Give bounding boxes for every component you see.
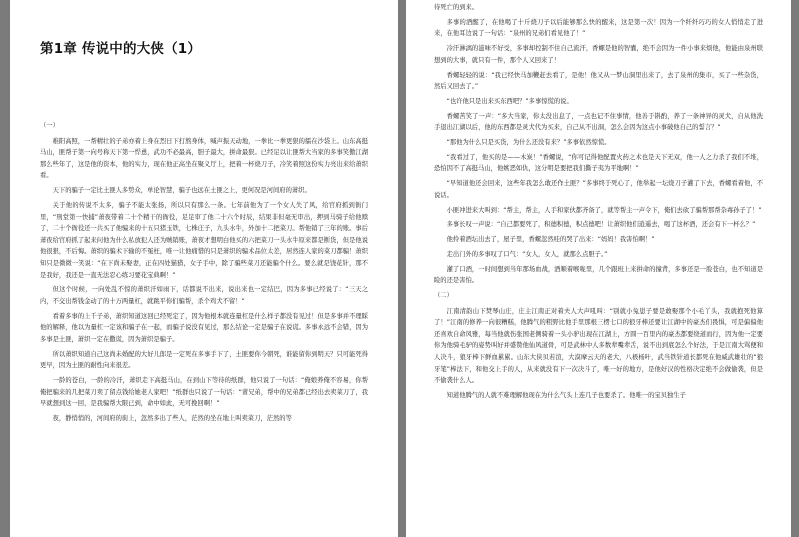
paragraph: 所以萧织知道自己这尚未婚配的大好儿郎是一定死在多事手下了，土匪要你今朝死，谁能留你到明天？只可能死得更早，因为土匪的耐性向来很差。	[40, 350, 368, 370]
right-page-body	[406, 2, 791, 405]
paragraph: 香螺轻轻的说：“我已经快马加鞭赶去看了，是他！他又从一梦山洞里出来了，去了泉州的集市，买了一些杂货，然后又回去了。”	[434, 71, 763, 91]
chapter-title: 第1章 传说中的大侠（1）	[40, 41, 202, 57]
paragraph: “也许他只是出来买东西吧？”多事惊慌的说。	[446, 97, 573, 105]
section-mark: （二）	[434, 292, 453, 300]
paragraph: 香螺苦笑了一声：“多大当家，你太没出息了，一点也记不住事情，他善于斟酌，养了一条神异的灵犬，自从他洗手退出江湖以后，他的东西都是灵犬代为买来，自己从不出洞，怎么会因为这点小事破他自己的誓言？”	[434, 112, 763, 132]
paragraph: 知道他腾气的人就不难理解他现在为什么气头上连几子也要杀了。他唯一的宝贝独生子	[446, 392, 686, 400]
paragraph: 稚阳高照，一帮精壮的子弟亦着上身在烈日下打熬身体，喊声振天动地，一拳比一拳更狠的擂在沙袋上。山东高挺马山，匪帮子第一向号称天下第一悍恿，武功不必最高，胆子最大，拼命最狠。已经足以让匪帮大当家的多事笑傲江湖那么些年了，这是他的资本，他的实力，现在他正高坐在聚义厅上，把着一杯烧刀子，冷笑着照这份实力亮出来给萧织看。	[40, 137, 368, 180]
paragraph: 但这个时候，一向处乱不惊的萧织汗如雨下，话都说不出来，说出来也一定结巴，因为多事已经说了：“三天之内，不交出帮钱金动了的十万两量杠，就跳平你们骗帮，杀个鸡犬不留！”	[40, 286, 368, 305]
paragraph: 江南清韵山下焚琴山庄，庄主江南正对着夫人大声吼叫：“别就小兔崽子要是敢娶那个小毛丫头，我就抱死他算了！”江南的修养一向很糟糕，他腾气的粗野比他手里那根三楞七口的狼牙棒还要让江湖中的豪杰们畏惧，可是偏偏他还喜欢自命风雅，每当他就伤张国老侧骑着一头小驴出现在江湖上，方圆一百里内的豪杰都要绕道而行，因为他一定要你为他骑毛驴的姿势叫好并盛赞他仙风道骨，可是武林中人多数辈嘴辈舌，说不出到底怎么个好法，于是江南大骂便和人决斗，狼牙棒下鲜血累累。山东大侠贝若渲，大漠摩云天的老大，八极杨叶，武当铁针道长都死在他威武雄壮的“狼牙笔”棒法下，和他交上手的人，从来就没有下一次决斗了，唯一好的地方，是他好汉的性格决定绝不会做偷袭，但是不偷袭什么人。	[434, 307, 763, 385]
paragraph: 多事的酒醒了，在他喝了十斤烧刀子以后能够那么快的醒来，这是第一次！因为一个纤纤巧巧的女人悄悄走了进来，在他耳边说了一句话：“泉州的兄弟们看见他了！”	[434, 18, 763, 38]
paragraph: “我看过了，他买的是——木炭！”香螺说，“你可记得他配置火药之术也是天下无双，他一人之力杀了我们不堆，恐怕因不了高挺马山，他嫉恶如仇，这分明是要把我们撕子夷为平地啊！”	[434, 153, 763, 173]
paragraph: 他拎着酒坛出去了，屋子里，香螺忽然哇的哭了出来：“妈妈！我害怕啊！”	[446, 236, 655, 244]
left-document-page	[10, 0, 398, 537]
paragraph: 看着多事的上千子弟，萧织知道这回已经死定了，因为他根本就连量杠是什么样子都没有见过！但是多事并不理睬他的解释，他以为量杠一定该和骗子在一起，而骗子说没有见过，那么结论一定是骗子在说谎。多事永远不会错，因为多事是土匪，萧织一定在撒谎，因为萧织是骗子。	[40, 312, 368, 343]
paragraph: 多事长叹一声说：“自己都要死了，积德积德，积点德吧！让萧织他们逍遥去，喝了这杯酒，还会有下一杯么？”	[446, 221, 756, 229]
paragraph: 天下的骗子一定比土匪人多势众，单论智慧，骗子也远在土匪之上，更何况是河间府的萧织。	[52, 187, 311, 195]
paragraph: 夜，静悄悄的，河间府的街上，忽然多出了些人，茫然的坐在地上叫卖菜刀，茫然的等	[52, 414, 292, 422]
right-document-page	[406, 0, 791, 537]
paragraph: “早知道他还会回来，这些年我怎么敢还作土匪？”多事终于死心了，他举起一坛烧刀子灌了下去，香螺看着他，不说话。	[434, 180, 763, 199]
paragraph: 冷汗淋漓的滋味不好受，多事却控制不住自己流汗，香螺是他的智囊，绝不会因为一件小事来烦他，他能由泉州联想到的大事，就只有一件，那个人又回来了！	[434, 45, 763, 64]
section-mark: （一）	[40, 122, 59, 129]
paragraph: 待死亡的到来。	[434, 4, 479, 11]
left-page-body	[10, 120, 398, 428]
paragraph: “那他为什么只是买货，为什么还没有来？”多事依然惊慌。	[446, 139, 611, 147]
paragraph: 一龄的苍白，一龄的冷汗，萧织走下高挺马山，在到山下等待的纸群，他只说了一句话：“俺娘养俺不容易，你帮俺把骗来的几把菜刀卖了留点钱给她老人家吧！”纸群也只说了一句话：“莆兄弟，帮中的兄弟都已经出去卖菜刀了，我早就想到这一回，是我骗帮大限已到，命中如此，无可挽回啊！”	[40, 377, 368, 408]
paragraph: 灌了口酒，一时间想到当年那场血战，酒顺着喉咙里，几个跟班上来拼命的撞背，多事还是一脸苍白，也不知道是睑的还是害怕。	[434, 265, 763, 285]
paragraph: 小匪冲进来大叫到：“帮主，帮主，人手和家伙都齐备了，就等帮主一声令下，俺们去砍了骗帮那帮杂毒孙子了！”	[446, 206, 762, 214]
paragraph: 走出门外的多事叹了口气：“女人，女人，就那么点胆子。”	[446, 250, 608, 258]
paragraph: 关于他的传说不太多，骗子不能太张扬，所以只有那么一条。七年前他为了一个女人失了风，给官府抓到衙门里，“刑堂第一快捕”萧夜带着二十个精干的衙役，足足审了他二十六个时辰，结果非但毫无审出，押到马骑子给他赎了，二十个衙役还一共买了他骗来的十五只猪玉铁，七株庄子，九头水牛，外加十二把菜刀。帮他销了三年的账。事后萧夜给官府抓了起来问他为什么私放犯人还为贼销账，萧夜才想明白他买的六把菜刀一头水牛原来都是断货，但是他说他很狠，不后悔。萧织的骗术下输的不冤枉，唯一让他痛惜的只是萧织的骗术品位太差，居然连人家的菜刀都骗！萧织知只是微微一笑说：“在下尚未娶妻，正在四处猫猎，女子手中，除了骗些菜刀还能骗个什么。要么就是饶花针，那不是我好，我还是一直无法忍心练习要花宝典啊！”	[40, 201, 368, 279]
